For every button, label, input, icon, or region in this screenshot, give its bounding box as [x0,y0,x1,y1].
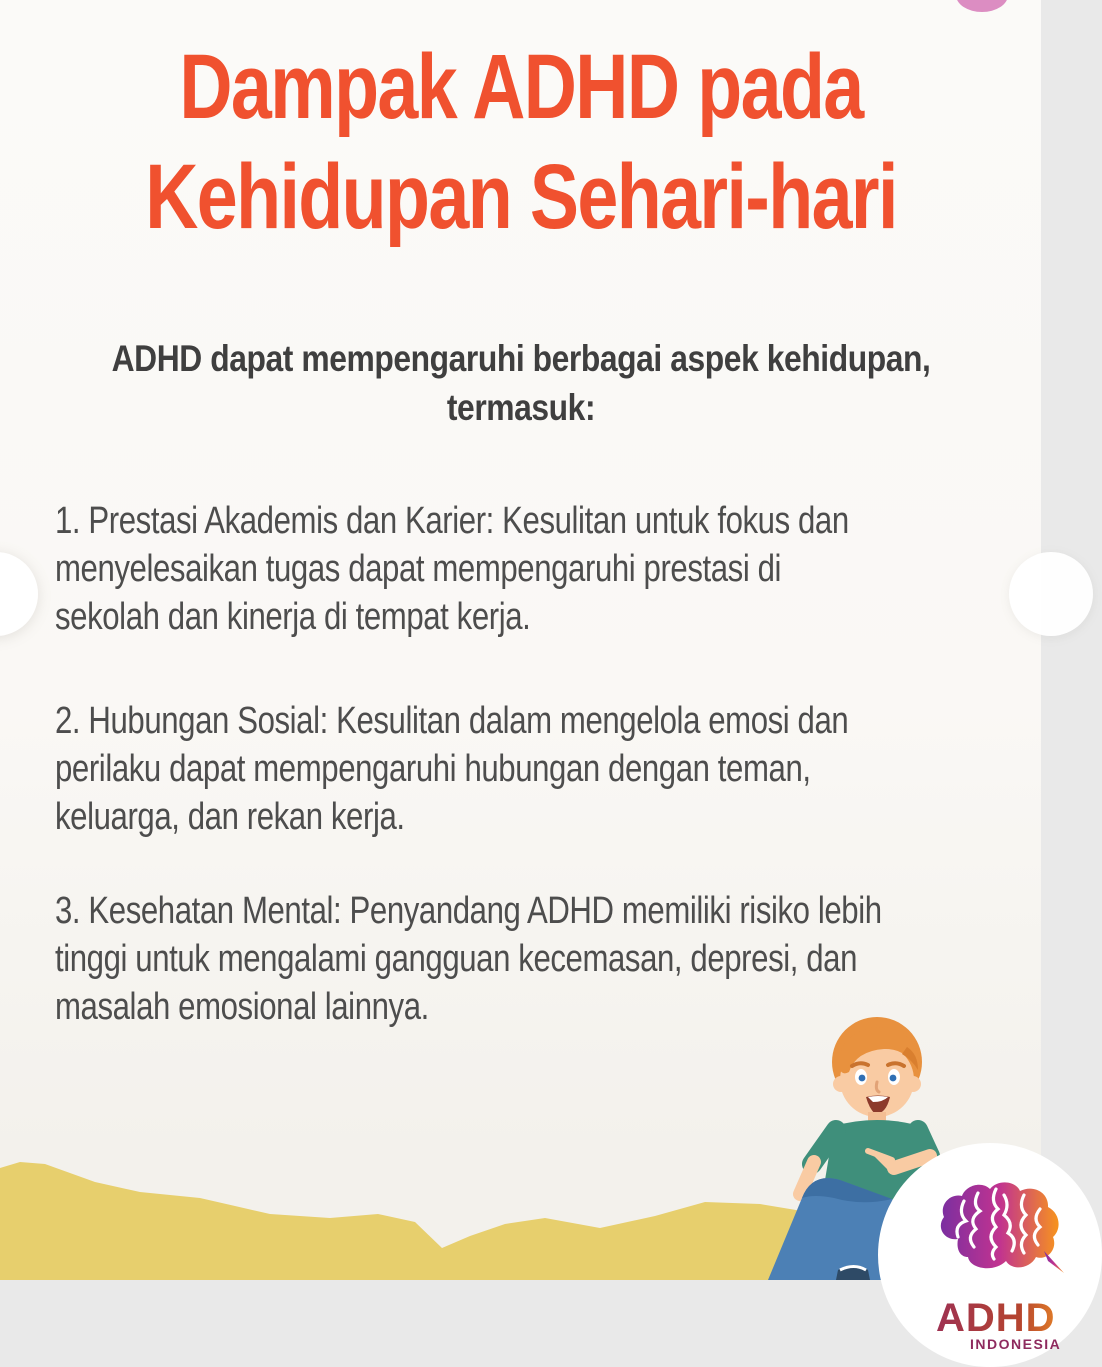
point-1-line-3: sekolah dan kinerja di tempat kerja. [55,596,531,638]
point-social-relationships [55,697,848,841]
point-1-line-2: menyelesaikan tugas dapat mempengaruhi prestasi di [55,548,782,590]
carousel-prev-button[interactable] [0,552,38,636]
point-2-line-2: perilaku dapat mempengaruhi hubungan dengan teman, [55,748,811,790]
point-3-line-2: tinggi untuk mengalami gangguan kecemasan, depresi, dan [55,938,858,980]
subtitle-line-2: termasuk: [446,387,595,428]
logo-wordmark: ADHD [936,1296,1056,1340]
carousel-next-button[interactable] [1009,552,1093,636]
point-2-line-3: keluarga, dan rekan kerja. [55,796,405,838]
point-3-line-1: 3. Kesehatan Mental: Penyandang ADHD memiliki risiko lebih [55,890,882,932]
adhd-indonesia-logo [878,1143,1102,1367]
point-academic-career [55,497,849,641]
subtitle-line-1: ADHD dapat mempengaruhi berbagai aspek kehidupan, [111,338,930,379]
pink-circle-decoration [956,0,1008,12]
point-1-line-1: 1. Prestasi Akademis dan Karier: Kesulitan untuk fokus dan [55,500,849,542]
point-3-line-3: masalah emosional lainnya. [55,986,429,1028]
logo-region-label: INDONESIA [970,1336,1062,1352]
subtitle [111,334,930,432]
point-2-line-1: 2. Hubungan Sosial: Kesulitan dalam mengelola emosi dan [55,700,849,742]
title-line-2: Kehidupan Sehari-hari [144,146,897,248]
page-title [145,32,897,252]
title-line-1: Dampak ADHD pada [178,36,863,138]
